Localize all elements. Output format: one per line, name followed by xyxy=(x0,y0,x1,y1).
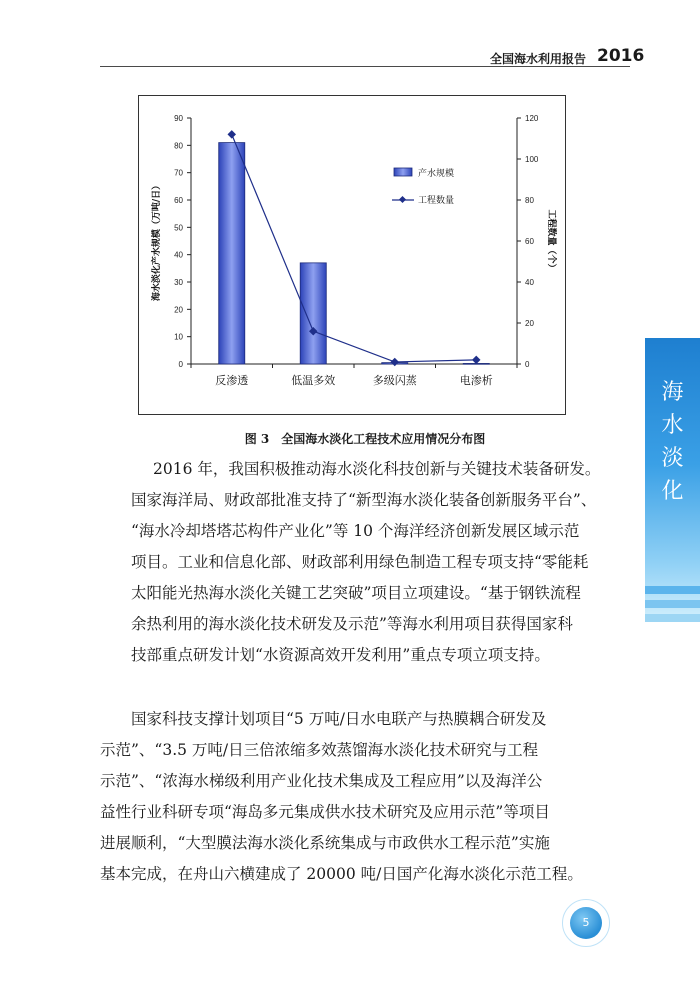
section-tab xyxy=(645,338,700,618)
line-point-工程数量 xyxy=(391,358,399,366)
y-tick-label-left: 60 xyxy=(174,196,183,205)
paragraph-line: 示范”、“浓海水梯级利用产业化技术集成及工程应用”以及海洋公 xyxy=(100,772,543,790)
paragraph-line: 技部重点研发计划“水资源高效开发利用”重点专项立项支持。 xyxy=(131,646,550,664)
decor-stripe xyxy=(645,614,700,622)
paragraph-line: 太阳能光热海水淡化关键工艺突破”项目立项建设。“基于钢铁流程 xyxy=(131,584,581,602)
bar-产水规模 xyxy=(219,143,245,364)
y-axis-title-right: 工程数量（个） xyxy=(546,209,556,273)
line-point-工程数量 xyxy=(472,356,480,364)
y-tick-label-left: 0 xyxy=(178,360,183,369)
chart xyxy=(139,96,565,414)
report-year: 2016 xyxy=(597,46,645,66)
y-tick-label-left: 10 xyxy=(174,332,183,342)
y-tick-label-right: 100 xyxy=(525,155,539,164)
x-category-label: 多级闪蒸 xyxy=(372,374,417,387)
paragraph-line: 项目。工业和信息化部、财政部利用绿色制造工程专项支持“零能耗 xyxy=(131,553,589,571)
section-tab-char: 水 xyxy=(661,413,684,438)
y-tick-label-left: 70 xyxy=(174,168,183,178)
y-axis-title-left: 海水淡化产水规模（万吨/日） xyxy=(152,180,162,302)
paragraph-line: 国家科技支撑计划项目“5 万吨/日水电联产与热膜耦合研发及 xyxy=(131,710,547,728)
section-tab-char: 化 xyxy=(661,479,684,504)
y-tick-label-left: 30 xyxy=(174,278,183,287)
x-category-label: 反渗透 xyxy=(215,374,249,387)
y-tick-label-right: 80 xyxy=(525,196,534,205)
line-point-工程数量 xyxy=(228,130,236,138)
paragraph-line: “海水冷却塔塔芯构件产业化”等 10 个海洋经济创新发展区域示范 xyxy=(131,522,580,540)
legend-swatch-bar xyxy=(394,168,412,176)
paragraph-line: 示范”、“3.5 万吨/日三倍浓缩多效蒸馏海水淡化技术研究与工程 xyxy=(100,741,539,759)
y-tick-label-right: 0 xyxy=(525,360,530,369)
y-tick-label-left: 80 xyxy=(174,141,183,151)
legend-label: 工程数量 xyxy=(418,196,455,206)
section-tab-label xyxy=(645,376,700,508)
paragraph-2 xyxy=(100,704,632,890)
y-tick-label-right: 60 xyxy=(525,237,534,246)
y-tick-label-right: 120 xyxy=(525,114,539,123)
paragraph-line: 国家海洋局、财政部批准支持了“新型海水淡化装备创新服务平台”、 xyxy=(131,491,597,509)
decor-stripe xyxy=(645,600,700,608)
report-title: 全国海水利用报告 xyxy=(490,52,587,66)
paragraph-line: 2016 年，我国积极推动海水淡化科技创新与关键技术装备研发。 xyxy=(153,460,601,478)
paragraph-line: 基本完成，在舟山六横建成了 20000 吨/日国产化海水淡化示范工程。 xyxy=(100,865,583,883)
paragraph-line: 进展顺利，“大型膜法海水淡化系统集成与市政供水工程示范”实施 xyxy=(100,834,550,852)
y-tick-label-left: 90 xyxy=(174,114,183,123)
bar-产水规模 xyxy=(300,263,326,364)
legend-label: 产水规模 xyxy=(418,169,455,179)
x-category-label: 电渗析 xyxy=(459,374,493,387)
y-tick-label-left: 20 xyxy=(174,305,183,315)
y-tick-label-right: 40 xyxy=(525,278,534,287)
section-tab-char: 淡 xyxy=(661,446,684,471)
x-category-label: 低温多效 xyxy=(291,374,336,387)
page-number: 5 xyxy=(570,907,602,939)
legend-marker xyxy=(399,196,406,203)
decor-stripe xyxy=(645,586,700,594)
paragraph-line: 余热利用的海水淡化技术研发及示范”等海水利用项目获得国家科 xyxy=(131,615,573,633)
y-tick-label-left: 40 xyxy=(174,250,183,260)
figure-caption: 图 3 全国海水淡化工程技术应用情况分布图 xyxy=(244,432,486,446)
y-tick-label-left: 50 xyxy=(174,223,183,233)
chart-frame xyxy=(138,95,566,415)
y-tick-label-right: 20 xyxy=(525,319,534,328)
section-tab-char: 海 xyxy=(661,380,684,405)
paragraph-1 xyxy=(122,454,632,671)
paragraph-line: 益性行业科研专项“海岛多元集成供水技术研究及应用示范”等项目 xyxy=(100,803,550,821)
